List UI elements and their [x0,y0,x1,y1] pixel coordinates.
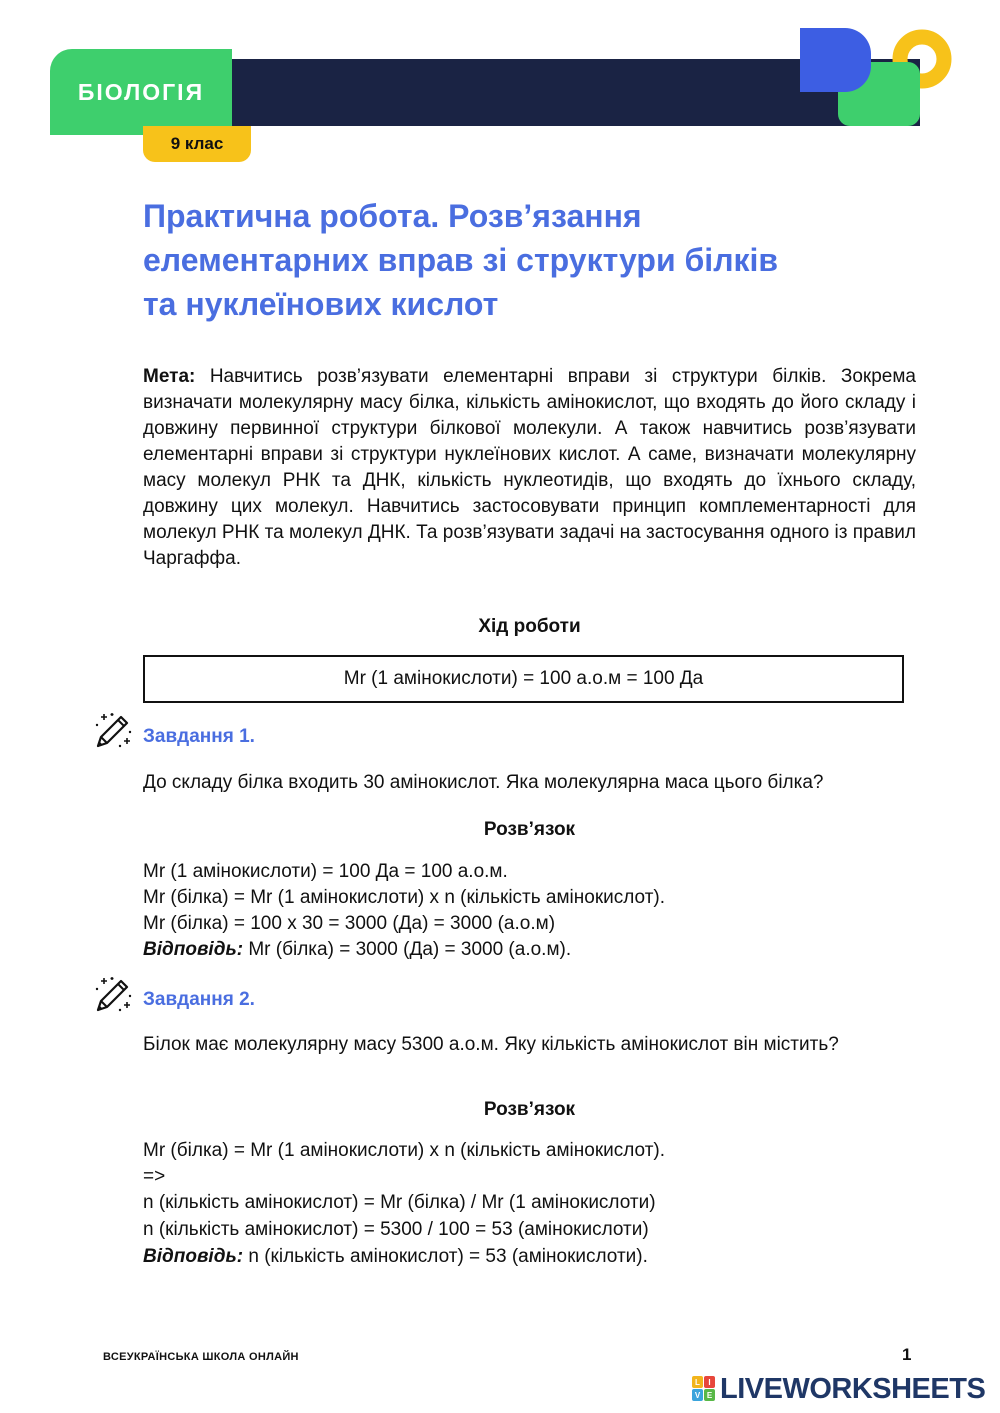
page-title: Практична робота. Розв’язання елементарних вправ зі структури білків та нуклеїнових кислот [143,198,779,322]
task2-question: Білок має молекулярну масу 5300 а.о.м. Яку кількість амінокислот він містить? [143,1034,839,1055]
task1-answer [143,937,571,963]
task1-line: Mr (білка) = Mr (1 амінокислоти) х n (кількість амінокислот). [143,887,666,908]
task1-title: Завдання 1. [143,726,255,747]
task1-answer-label: Відповідь: [143,939,244,960]
goal-text: Навчитись розв’язувати елементарні вправи зі структури білків. Зокрема визначати молекулярну масу білка, кількість амінокислот, що входять до його складу і довжину первинної структури білкової молекули. А також навчитись розв’язувати елементарні вправи зі структури нуклеїнових кислот. А саме, визначати молекулярну масу молекул РНК та ДНК, кількість нуклеотидів, що входять до їхнього складу, довжину цих молекул. Навчитись застосовувати принцип комплементарності для молекул РНК та молекул ДНК. Та розв’язувати задачі на застосування одного із правил Чаргаффа. [143,366,916,569]
pencil-sparkle-icon [92,710,134,752]
goal-paragraph [143,364,916,572]
live-badge-icon [692,1376,716,1402]
svg-text:E: E [706,1391,713,1400]
task2-line: Mr (білка) = Mr (1 амінокислоти) х n (кількість амінокислот). [143,1140,666,1161]
task2-solution-heading: Розв’язок [483,1099,576,1120]
grade-badge: 9 клас [143,126,251,162]
subject-badge: БІОЛОГІЯ [50,49,232,135]
task1-line: Mr (1 амінокислоти) = 100 Да = 100 а.о.м. [143,861,508,882]
work-heading: Хід роботи [478,616,581,637]
formula-box [143,655,904,703]
pencil-sparkle-icon [92,974,134,1016]
task1-question: До складу білка входить 30 амінокислот. Яка молекулярна маса цього білка? [143,772,824,793]
liveworksheets-logo[interactable] [692,1373,992,1405]
task2-answer [143,1244,648,1270]
task2-line: n (кількість амінокислот) = 5300 / 100 = 53 (амінокислоти) [143,1219,649,1240]
task2-line: n (кількість амінокислот) = Mr (білка) / Mr (1 амінокислоти) [143,1192,656,1213]
formula-text: Mr (1 амінокислоти) = 100 а.о.м = 100 Да [343,668,704,689]
footer-school: ВСЕУКРАЇНСЬКА ШКОЛА ОНЛАЙН [103,1351,299,1363]
svg-text:L: L [695,1378,700,1387]
school-logo [795,22,960,132]
task2-answer-text: n (кількість амінокислот) = 53 (амінокислоти). [243,1246,648,1267]
goal-label: Мета: [143,366,196,387]
task1-solution-heading: Розв’язок [483,819,576,840]
page-number: 1 [902,1345,912,1364]
svg-text:V: V [694,1391,701,1400]
liveworksheets-text: LIVEWORKSHEETS [720,1372,986,1405]
task1-answer-text: Mr (білка) = 3000 (Да) = 3000 (а.о.м). [243,939,572,960]
task2-answer-label: Відповідь: [143,1246,244,1267]
task2-line: => [143,1166,166,1187]
svg-text:I: I [708,1378,711,1387]
task2-title: Завдання 2. [143,989,255,1010]
task1-line: Mr (білка) = 100 х 30 = 3000 (Да) = 3000 (а.о.м) [143,913,556,934]
